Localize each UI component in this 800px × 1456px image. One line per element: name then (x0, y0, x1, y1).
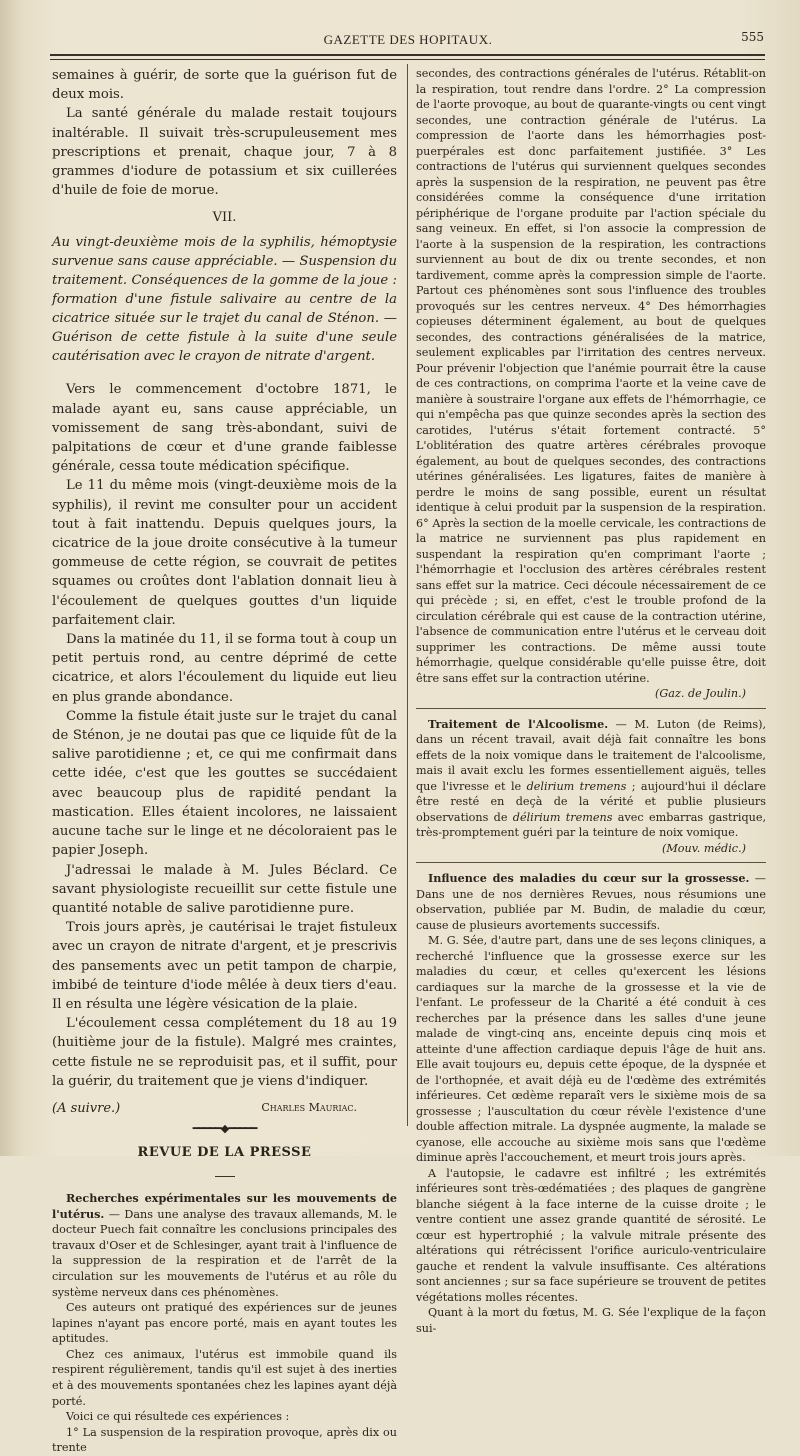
signature-line (52, 1101, 397, 1116)
paragraph: A l'autopsie, le cadavre est infiltré ; les extrémités inférieures sont très-œdématiées ; des plaques de gangrène blanche siégent à la face interne de la cuisse droite ; le ventre contient une assez grande quantité de sérosité. Le cœur est hypertrophié ; la valvule mitrale présente des altérations qui rétrécissent l'orifice auriculo-ventriculaire gauche et rendent la valvule insuffisante. Ces altérations sont anciennes ; sur sa face supérieure se trouvent de petites végétations molles récentes. (416, 1166, 766, 1304)
paragraph: secondes, des contractions générales de l'utérus. Rétablit-on la respiration, tout rendre dans l'ordre. 2° La compression de l'aorte provoque, au bout de quarante-vingts ou cent vingt secondes, une contraction générale de l'utérus. La compression de l'aorte dans les hémorrhagies post-puerpérales est donc parfaitement justifiée. 3° Les contractions de l'utérus qui surviennent quelques secondes après la suspension de la respiration, ne peuvent pas être considérées comme la conséquence d'une irritation périphérique de l'organe produite par l'action spéciale du sang veineux. En effet, si l'on associe la compression de l'aorte à la suspension de la respiration, les contractions surviennent au bout de dix ou trente secondes, et non tardivement, comme après la compression simple de l'aorte. Partout ces phénomènes sont sous l'influence des troubles provoqués sur les centres nerveux. 4° Des hémorrhagies copieuses déterminent également, au bout de quelques secondes, des contractions généralisées de la matrice, seulement explicables par l'irritation des centres nerveux. Pour prévenir l'objection que l'anémie pourrait être la cause de ces contractions, on comprima l'aorte et la veine cave de manière à soustraire l'organe aux effets de l'hémorrhagie, ce qui n'empêcha pas que quinze secondes après la section des carotides, l'utérus s'était fortement contracté. 5° L'oblitération des quatre artères cérébrales provoque également, au bout de quelques secondes, des contractions utérines généralisées. Les ligatures, faites de manière à perdre le moins de sang possible, eurent un résultat identique à celui produit par la suspension de la respiration. 6° Après la section de la moelle cervicale, les contractions de la matrice ne surviennent pas plus rapidement en suspendant la respiration qu'en comprimant l'aorte ; l'hémorrhagie et l'occlusion des artères cérébrales restent sans effet sur la matrice. Ceci découle nécessairement de ce qui précède ; si, en effet, c'est le trouble profond de la circulation cérébrale qui est cause de la contraction utérine, l'absence de communication entre l'utérus et le cerveau doit supprimer les contractions. De même aussi toute hémorrhagie, quelque considérable qu'elle puisse être, doit être sans effet sur la contraction utérine. (416, 67, 766, 685)
article-title: Recherches expérimentales sur les mouvements de l'utérus. (52, 1190, 397, 1221)
column-divider (407, 64, 408, 1126)
observation-summary: Au vingt-deuxième mois de la syphilis, hémoptysie survenue sans cause appréciable. — Suspension du traitement. Conséquences de la gomme de la joue : formation d'une fistule salivaire au centre de la cicatrice située sur le trajet du canal de Sténon. — Guérison de cette fistule à la suite d'une seule cautérisation avec le crayon de nitrate d'argent. (52, 235, 397, 365)
paragraph: Vers le commencement d'octobre 1871, le malade ayant eu, sans cause appréciable, un vomissement de sang très-abondant, suivi de palpitations de cœur et d'une grande faiblesse générale, cessa toute médication spécifique. (52, 382, 397, 475)
paragraph: Chez ces animaux, l'utérus est immobile quand ils respirent régulièrement, tandis qu'il est sujet à des inerties et à des mouvements spontanées chez les lapines ayant déjà porté. (52, 1347, 397, 1408)
ornament-divider: ━━━━━◆━━━━━ (192, 1121, 257, 1135)
paragraph: Voici ce qui résultede ces expériences : (66, 1410, 290, 1424)
right-column (416, 66, 767, 1335)
header-rule (50, 54, 765, 56)
paragraph: J'adressai le malade à M. Jules Béclard. Ce savant physiologiste recueillit sur cette fistule une quantité notable de salive parotidienne pure. (52, 862, 397, 916)
article-title: Traitement de l'Alcoolisme. (428, 716, 609, 731)
paragraph: Comme la fistule était juste sur le trajet du canal de Sténon, je ne doutai pas que ce liquide fût de la salive parotidienne ; et, ce qui me confirmait dans cette idée, c'est que les gouttes se succédaient avec beaucoup plus de rapidité pendant la mastication. Elles étaient incolores, ne laissaient aucune tache sur le linge et ne décoloraient pas le papier Joseph. (52, 708, 397, 859)
running-title: GAZETTE DES HOPITAUX. (323, 32, 493, 47)
paragraph: Ces auteurs ont pratiqué des expériences sur de jeunes lapines n'ayant pas encore porté, mais en ayant toutes les aptitudes. (52, 1301, 397, 1346)
paragraph: L'écoulement cessa complétement du 18 au 19 (huitième jour de la fistule). Malgré mes craintes, cette fistule ne se reproduisit pas, et il suffit, pour la guérir, du traitement que je viens d'indiquer. (52, 1016, 397, 1089)
source-citation: (Gaz. de Joulin.) (654, 687, 746, 700)
paragraph: Dans la matinée du 11, il se forma tout à coup un petit pertuis rond, au centre déprimé de cette cicatrice, et alors l'écoulement du liquide eut lieu en plus grande abondance. (52, 632, 397, 705)
author: Charles Mauriac. (261, 1100, 357, 1114)
revue-article (52, 1191, 397, 1456)
article-title: Influence des maladies du cœur sur la grossesse. (428, 871, 750, 885)
header-rule-thin (50, 59, 765, 60)
section-rule (416, 862, 766, 863)
article-coeur: Influence des maladies du cœur sur la grossesse. — Dans une de nos dernières Revues, nous résumions une observation, publiée par M. Budin, de maladie du cœur, cause de plusieurs avortements successifs. (416, 871, 766, 932)
paragraph: semaines à guérir, de sorte que la guérison fut de deux mois. (52, 68, 397, 103)
left-column (52, 66, 397, 1455)
section-rule (416, 708, 766, 709)
revue-heading: REVUE DE LA PRESSE (137, 1144, 312, 1160)
paragraph: M. G. Sée, d'autre part, dans une de ses leçons cliniques, a recherché l'influence que la grossesse exerce sur les maladies du cœur, et celles qu'exercent les lésions cardiaques sur la marche de la grossesse et la vie de l'enfant. Le professeur de la Charité a été conduit à ces recherches par la présence dans les salles d'une jeune malade de vingt-cinq ans, enceinte depuis cinq mois et atteinte d'une affection cardiaque depuis l'âge de huit ans. Elle avait toujours eu, depuis cette époque, de la dyspnée et de l'orthopnée, et avait déjà eu de l'œdème des extrémités inférieures. Cet œdème reparaît vers le sixième mois de sa grossesse ; l'auscultation du cœur révèle l'existence d'une double affection mitrale. La dyspnée augmente, la malade se cyanose, elle accouche au sixième mois sans que l'œdème diminue après l'accouchement, et meurt trois jours après. (416, 934, 766, 1164)
paragraph: — Dans une analyse des travaux allemands, M. le docteur Puech fait connaître les conclusions principales des travaux d'Oser et de Schlesinger, ayant trait à l'influence de la suppression de la respiration et de l'arrêt de la circulation sur les mouvements de l'utérus et au rôle du système nerveux dans ces phénomènes. (52, 1207, 397, 1299)
source-citation: (Mouv. médic.) (661, 841, 746, 855)
paragraph: Quant à la mort du fœtus, M. G. Sée l'explique de la façon sui- (416, 1306, 766, 1335)
short-rule (215, 1176, 235, 1177)
article-alcoolisme: Traitement de l'Alcoolisme. — M. Luton (de Reims), dans un récent travail, avait déjà fait connaître les bons effets de la noix vomique dans le traitement de l'alcoolisme, mais il avait exclu les formes essentiellement aiguës, telles que l'ivresse et le delirium tremens ; aujourd'hui il déclare être resté en deçà de la vérité et publie plusieurs observations de délirium tremens avec embarras gastrique, très-promptement guéri par la teinture de noix vomique. (416, 716, 767, 839)
paragraph: La santé générale du malade restait toujours inaltérable. Il suivait très-scrupuleusement mes prescriptions et prenait, chaque jour, 7 à 8 grammes d'iodure de potassium et six cuillerées d'huile de foie de morue. (52, 106, 397, 199)
to-be-continued: (A suivre.) (52, 1100, 121, 1116)
page-header (52, 30, 764, 52)
paragraph: 1° La suspension de la respiration provoque, après dix ou trente (52, 1425, 397, 1455)
section-number: VII. (212, 210, 237, 226)
page-number: 555 (741, 30, 764, 44)
paragraph: Le 11 du même mois (vingt-deuxième mois de la syphilis), il revint me consulter pour un accident tout à fait inattendu. Depuis quelques jours, la cicatrice de la joue droite consécutive à la tumeur gommeuse de cette région, se couvrait de petites squames ou croûtes dont l'ablation donnait lieu à l'écoulement de quelques gouttes d'un liquide parfaitement clair. (52, 478, 397, 628)
paragraph: Trois jours après, je cautérisai le trajet fistuleux avec un crayon de nitrate d'argent, et je prescrivis des pansements avec un petit tampon de charpie, imbibé de teinture d'iode mêlée à deux tiers d'eau. Il en résulta une légère vésication de la plaie. (52, 920, 397, 1012)
